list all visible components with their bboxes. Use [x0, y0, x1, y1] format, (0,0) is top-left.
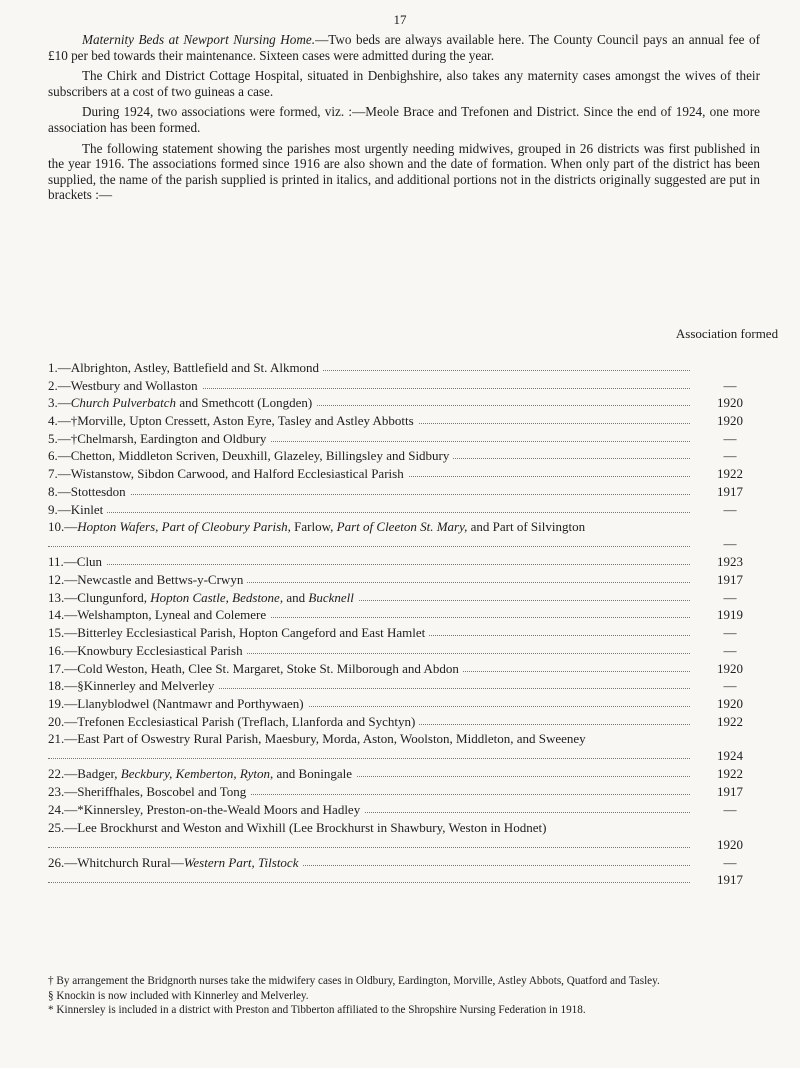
- district-name-segment: 3.—: [48, 395, 71, 411]
- association-year: 1920: [717, 660, 743, 676]
- association-year: —: [723, 448, 737, 464]
- association-year: 1917: [717, 784, 743, 800]
- district-name-segment: 13.—Clungunford,: [48, 589, 151, 605]
- body-text: [48, 32, 760, 208]
- district-name-segment: 19.—Llanyblodwel (Nantmawr and Porthywaen): [48, 695, 304, 711]
- paragraph-lead-italic: Maternity Beds at Newport Nursing Home.: [82, 32, 316, 47]
- district-name-segment: 6.—Chetton, Middleton Scriven, Deuxhill, Glazeley, Billingsley and Sidbury: [48, 448, 450, 464]
- district-row: [48, 625, 760, 643]
- district-name-segment: 5.—†Chelmarsh, Eardington and Oldbury: [48, 430, 267, 446]
- district-name: [48, 395, 316, 410]
- footnote: † By arrangement the Bridgnorth nurses take the midwifery cases in Oldbury, Eardington, Morville, Astley Abbots, Quatford and Tasley.: [48, 975, 660, 987]
- district-name: [48, 502, 107, 517]
- district-row: [48, 590, 760, 608]
- association-year: —: [723, 678, 737, 694]
- district-row: [48, 466, 760, 484]
- district-name-segment: and: [283, 589, 309, 605]
- district-row: [48, 714, 760, 732]
- district-name-segment: 1.—Albrighton, Astley, Battlefield and St. Alkmond: [48, 360, 320, 375]
- paragraph-statement-intro: The following statement showing the parishes most urgently needing midwives, grouped in 26 districts was first published in the year 1916. The associations formed since 1916 are also shown and the date of formation. When only part of the district has been supplied, the name of the parish supplied is printed in italics, and additional portions not in the districts originally suggested are put in brackets :—: [48, 140, 760, 203]
- association-year: 1920: [717, 395, 743, 411]
- district-name-segment: 20.—Trefonen Ecclesiastical Parish (Treflach, Llanforda and Sychtyn): [48, 713, 416, 729]
- association-year: —: [723, 854, 737, 870]
- association-year: 1924: [717, 748, 743, 764]
- district-name-segment: 9.—Kinlet: [48, 501, 104, 517]
- association-year: 1917: [717, 483, 743, 499]
- district-name: [48, 572, 247, 587]
- district-row: [48, 855, 760, 873]
- district-name-segment: 23.—Sheriffhales, Boscobel and Tong: [48, 784, 247, 800]
- district-name-italic: Beckbury, Kemberton, Ryton,: [120, 766, 274, 782]
- column-heading-association-formed: Association formed: [675, 326, 779, 341]
- district-row: [48, 872, 760, 890]
- district-name-segment: 11.—Clun: [48, 554, 103, 570]
- association-year: —: [723, 589, 737, 605]
- district-row: [48, 519, 760, 554]
- district-name-segment: 21.—East Part of Oswestry Rural Parish, Maesbury, Morda, Aston, Woolston, Middleton, and Sweeney: [48, 731, 586, 747]
- district-name-italic: Church Pulverbatch: [70, 395, 177, 411]
- association-year: 1920: [717, 836, 743, 852]
- district-row: [48, 413, 760, 431]
- dot-leader: [48, 546, 690, 547]
- district-name: [48, 448, 453, 463]
- district-row: [48, 448, 760, 466]
- district-name-italic: Bucknell: [308, 589, 354, 605]
- dot-leader: [48, 494, 690, 495]
- district-name-segment: 24.—*Kinnersley, Preston-on-the-Weald Moors and Hadley: [48, 801, 361, 817]
- district-name: [48, 678, 218, 693]
- district-name-segment: 15.—Bitterley Ecclesiastical Parish, Hopton Cangeford and East Hamlet: [48, 625, 426, 641]
- paragraph-chirk-hospital: The Chirk and District Cottage Hospital, situated in Denbighshire, also takes any maternity cases amongst the wives of their subscribers at a cost of two guineas a case.: [48, 68, 760, 99]
- footnote: § Knockin is now included with Kinnerley and Melverley.: [48, 989, 309, 1002]
- association-year: 1920: [717, 695, 743, 711]
- association-year: 1917: [717, 872, 743, 888]
- footnotes: [48, 975, 760, 1019]
- district-name-segment: 12.—Newcastle and Bettws-y-Crwyn: [48, 572, 244, 588]
- district-name: [48, 590, 358, 605]
- district-name-segment: and Boningale: [273, 766, 352, 782]
- district-name-segment: 22.—Badger,: [48, 766, 121, 782]
- association-year: —: [723, 625, 737, 641]
- district-name-italic: Hopton Wafers, Part of Cleobury Parish,: [77, 519, 291, 535]
- district-name: [48, 554, 106, 569]
- district-row: [48, 378, 760, 396]
- association-year: —: [723, 642, 737, 658]
- association-year: —: [723, 801, 737, 817]
- district-row: [48, 431, 760, 449]
- district-name-segment: and Smethcott (Longden): [176, 395, 313, 411]
- association-year: —: [723, 501, 737, 517]
- district-row: [48, 643, 760, 661]
- district-name: [48, 625, 429, 640]
- district-name: [48, 519, 589, 534]
- district-name: [48, 484, 130, 499]
- dot-leader: [48, 758, 690, 759]
- association-year: —: [723, 536, 737, 552]
- district-name: [48, 378, 202, 393]
- district-name: [48, 784, 250, 799]
- district-name: [48, 820, 550, 835]
- association-year: 1923: [717, 554, 743, 570]
- district-name-segment: 26.—Whitchurch Rural—: [48, 854, 184, 870]
- district-row: [48, 554, 760, 572]
- district-row: [48, 661, 760, 679]
- association-year: 1922: [717, 466, 743, 482]
- paragraph-associations-formed: During 1924, two associations were formed, viz. :—Meole Brace and Trefonen and District. Since the end of 1924, one more association has been formed.: [48, 104, 760, 135]
- district-name: [48, 466, 408, 481]
- footnote: * Kinnersley is included in a district with Preston and Tibberton affiliated to the Shropshire Nursing Federation in 1918.: [48, 1004, 586, 1017]
- district-name: [48, 661, 463, 676]
- district-name: [48, 802, 364, 817]
- district-name-italic: Hopton Castle, Bedstone,: [150, 589, 284, 605]
- district-row: [48, 784, 760, 802]
- district-row: [48, 766, 760, 784]
- district-name-segment: 25.—Lee Brockhurst and Weston and Wixhill (Lee Brockhurst in Shawbury, Weston in Hodnet): [48, 819, 547, 835]
- district-name: [48, 431, 270, 446]
- district-name-segment: and Part of Silvington: [467, 519, 586, 535]
- district-name: [48, 360, 323, 375]
- district-name-segment: 14.—Welshampton, Lyneal and Colemere: [48, 607, 267, 623]
- district-name-segment: 8.—Stottesdon: [48, 483, 126, 499]
- district-row: [48, 395, 760, 413]
- district-row: [48, 802, 760, 820]
- district-name-segment: 18.—§Kinnerley and Melverley: [48, 678, 215, 694]
- paragraph-maternity-beds: [48, 32, 760, 63]
- district-row: [48, 678, 760, 696]
- district-name: [48, 714, 419, 729]
- association-year: 1919: [717, 607, 743, 623]
- association-year: —: [723, 377, 737, 393]
- association-year: 1922: [717, 713, 743, 729]
- district-name: [48, 696, 308, 711]
- district-name-segment: 7.—Wistanstow, Sibdon Carwood, and Halford Ecclesiastical Parish: [48, 466, 404, 482]
- district-row: [48, 696, 760, 714]
- dot-leader: [48, 847, 690, 848]
- district-row: [48, 731, 760, 766]
- district-row: [48, 572, 760, 590]
- district-name: [48, 643, 247, 658]
- district-name: [48, 766, 356, 781]
- district-row: [48, 502, 760, 520]
- association-year: —: [723, 430, 737, 446]
- district-name: [48, 731, 590, 746]
- district-name-italic: Western Part, Tilstock: [183, 854, 299, 870]
- district-name-segment: 17.—Cold Weston, Heath, Clee St. Margaret, Stoke St. Milborough and Abdon: [48, 660, 459, 676]
- dot-leader: [48, 882, 690, 883]
- district-name-segment: Farlow,: [290, 519, 337, 535]
- district-row: [48, 820, 760, 855]
- district-name: [48, 413, 418, 428]
- association-year: 1920: [717, 413, 743, 429]
- dot-leader: [48, 512, 690, 513]
- district-name-segment: 16.—Knowbury Ecclesiastical Parish: [48, 642, 243, 658]
- district-list: [48, 360, 760, 890]
- district-name-segment: 4.—†Morville, Upton Cressett, Aston Eyre, Tasley and Astley Abbotts: [48, 413, 414, 429]
- district-row: [48, 360, 760, 378]
- district-name: [48, 855, 302, 870]
- district-name: [48, 607, 270, 622]
- district-name-segment: 2.—Westbury and Wollaston: [48, 377, 198, 393]
- page-number: 17: [393, 12, 407, 27]
- association-year: 1922: [717, 766, 743, 782]
- dot-leader: [48, 564, 690, 565]
- district-name-segment: 10.—: [48, 519, 78, 535]
- district-row: [48, 484, 760, 502]
- paragraph-lead-rest: —Two beds are always available here. The County Council pays an annual fee of £10 per bed towards their maintenance. Sixteen cases were admitted during the year.: [48, 32, 761, 63]
- district-name-italic: Part of Cleeton St. Mary,: [336, 519, 468, 535]
- district-row: [48, 607, 760, 625]
- association-year: 1917: [717, 572, 743, 588]
